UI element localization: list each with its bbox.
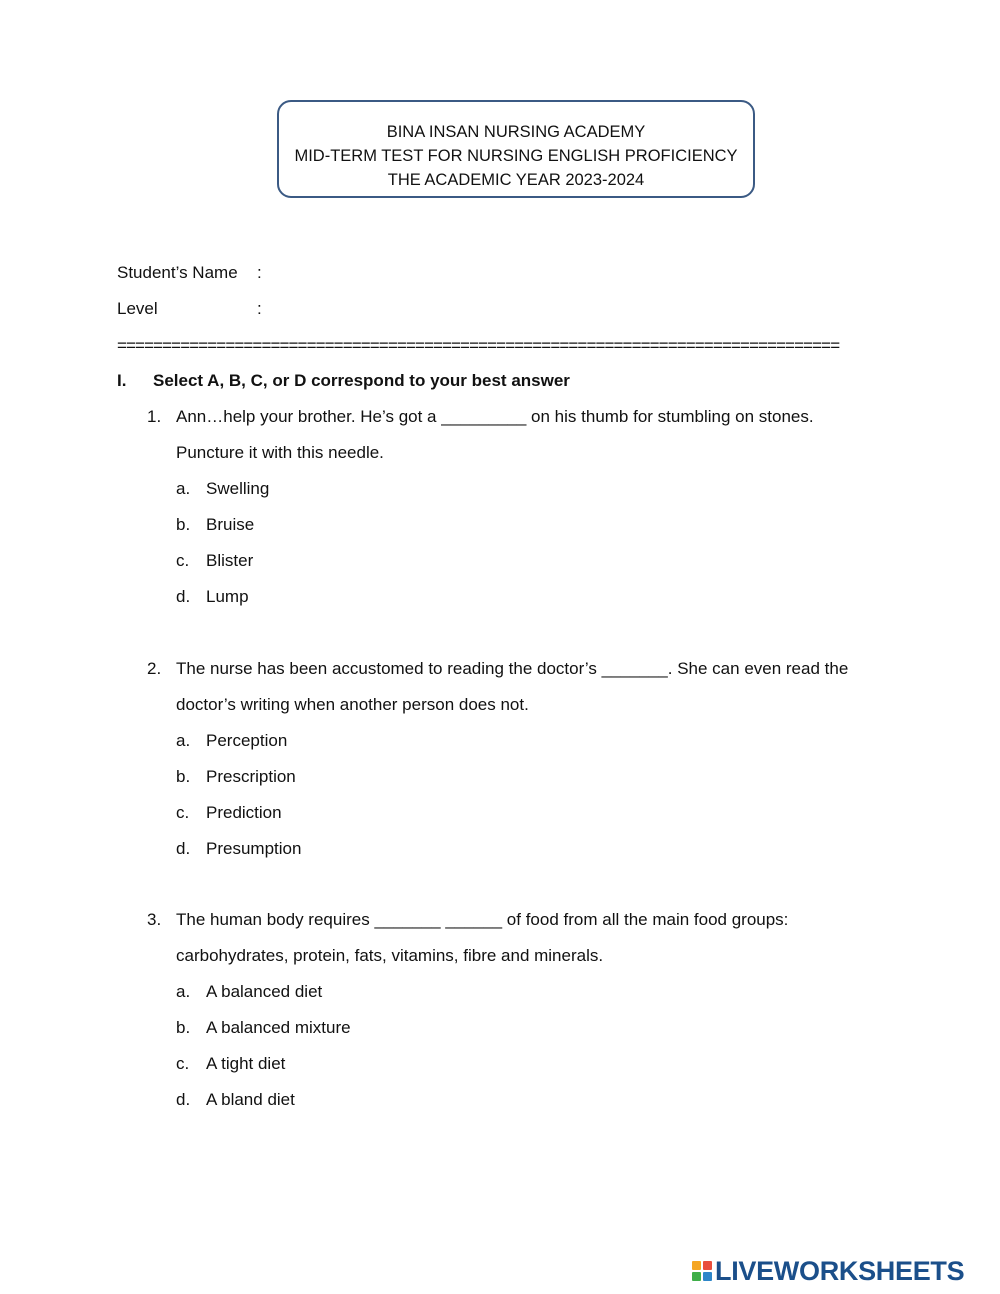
option-letter: c. [176,551,190,570]
student-name-field[interactable] [117,263,262,283]
question-text-line-2: Puncture it with this needle. [176,443,384,462]
section-title: Select A, B, C, or D correspond to your best answer [153,371,570,390]
question-number: 3. [147,910,162,929]
option-text[interactable]: Bruise [206,515,255,534]
question-number: 2. [147,659,162,678]
option-letter: a. [176,479,191,498]
option-letter: a. [176,982,191,1001]
separator-line: ================================================================================ [117,336,840,355]
question-number: 1. [147,407,162,426]
option-text[interactable]: A balanced mixture [206,1018,351,1037]
logo-square-3 [692,1272,701,1281]
option-text[interactable]: Prescription [206,767,296,786]
liveworksheets-logo[interactable] [692,1256,964,1286]
student-name-colon: : [257,263,262,282]
level-colon: : [257,299,262,318]
option-text[interactable]: A tight diet [206,1054,286,1073]
option-text[interactable]: Lump [206,587,249,606]
option-letter: d. [176,1090,191,1109]
student-name-label: Student’s Name [117,263,238,282]
question-text-line-2: carbohydrates, protein, fats, vitamins, fibre and minerals. [176,946,604,965]
question-text-line-1: Ann…help your brother. He’s got a _________ on his thumb for stumbling on stones. [176,407,814,426]
academic-year: THE ACADEMIC YEAR 2023-2024 [387,171,645,189]
option-letter: a. [176,731,191,750]
level-field[interactable] [117,299,262,319]
liveworksheets-logo-text: LIVEWORKSHEETS [715,1255,965,1286]
option-letter: d. [176,839,191,858]
option-text[interactable]: Perception [206,731,288,750]
option-letter: b. [176,767,191,786]
option-letter: b. [176,515,191,534]
option-letter: c. [176,803,190,822]
option-text[interactable]: A bland diet [206,1090,295,1109]
option-letter: b. [176,1018,191,1037]
question-text-line-1: The human body requires _______ ______ of food from all the main food groups: [176,910,789,929]
level-label: Level [117,299,158,318]
option-text[interactable]: Prediction [206,803,282,822]
logo-square-4 [703,1272,712,1281]
section-number: I. [117,371,127,390]
section-heading [117,371,570,391]
logo-square-2 [703,1261,712,1270]
option-text[interactable]: A balanced diet [206,982,323,1001]
option-text[interactable]: Swelling [206,479,270,498]
test-header-box [277,100,755,198]
question-text-line-1: The nurse has been accustomed to reading the doctor’s _______. She can even read the [176,659,849,678]
question-text-line-2: doctor’s writing when another person does not. [176,695,529,714]
test-title: MID-TERM TEST FOR NURSING ENGLISH PROFICIENCY [294,147,738,165]
logo-square-1 [692,1261,701,1270]
option-text[interactable]: Presumption [206,839,302,858]
liveworksheets-logo-icon [692,1261,712,1281]
academy-name: BINA INSAN NURSING ACADEMY [386,123,646,141]
option-letter: c. [176,1054,190,1073]
option-letter: d. [176,587,191,606]
option-text[interactable]: Blister [206,551,254,570]
